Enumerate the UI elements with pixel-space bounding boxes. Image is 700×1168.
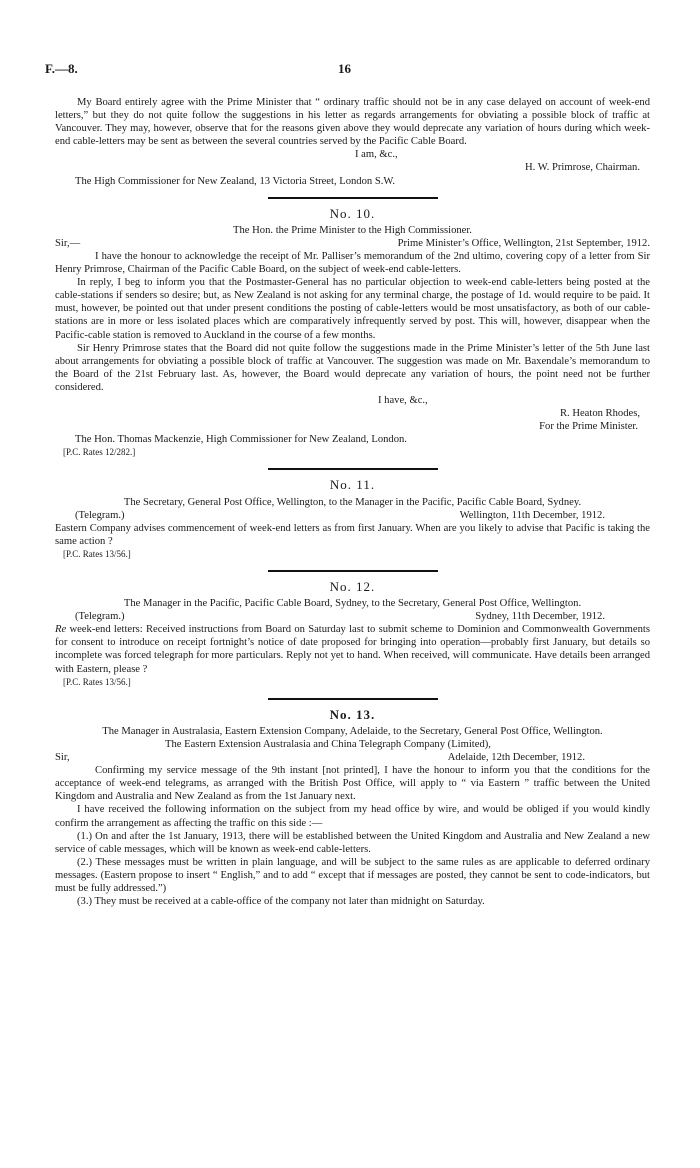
section-divider <box>268 570 438 572</box>
letter-10-paragraph-3: Sir Henry Primrose states that the Board did not quite follow the suggestions made in the Prime Minister’s letter of the 5th June last about arrangements for obviating a possible block of traffic at Vancouver. The suggestion was made on Mr. Baxendale’s memorandum to the Board of the 21st February last. As, however, the Board would deprecate any variation of hours, the point need not be further considered. <box>55 342 650 393</box>
letter-number-10: No. 10. <box>329 205 376 221</box>
letter-11-body: Eastern Company advises commencement of week-end letters as from first January. When are you likely to advise that Pacific is taking the same action ? <box>55 522 650 547</box>
letter-10-signature-role: For the Prime Minister. <box>539 421 638 433</box>
letter-12-type: (Telegram.) <box>75 611 125 623</box>
intro-address: The High Commissioner for New Zealand, 13 Victoria Street, London S.W. <box>75 175 396 187</box>
letter-number-11: No. 11. <box>329 477 376 493</box>
letter-10-place-date: Prime Minister’s Office, Wellington, 21st September, 1912. <box>397 237 650 249</box>
letter-11-place-date: Wellington, 11th December, 1912. <box>459 509 605 521</box>
letter-13-company: The Eastern Extension Australasia and China Telegraph Company (Limited), <box>165 738 491 750</box>
section-divider <box>268 698 438 700</box>
intro-paragraph: My Board entirely agree with the Prime Minister that “ ordinary traffic should not be in any case delayed on account of week-end letters,” but they do not quite follow the suggestions in his letter as regards arrangements for obviating a possible block of traffic at Vancouver. They may, however, observe that for the reasons given above they would deprecate any variation of hours during which week-end cable-letters may be sent as between the several countries served by the Pacific Cable Board. <box>55 97 650 148</box>
letter-10-signature: R. Heaton Rhodes, <box>559 408 640 420</box>
letter-10-salutation: Sir,— <box>55 237 81 249</box>
letter-13-place-date: Adelaide, 12th December, 1912. <box>447 752 585 764</box>
letter-10-paragraph-2: In reply, I beg to inform you that the Postmaster-General has no particular objection to week-end cable-letters being posted at the cable-stations if senders so desire; but, as New Zealand is not asking for any terminal charge, the postage of 1d. would require to be paid. It must, however, be pointed out that under present conditions the posting of cable-letters would be most unsatisfactory, as both of our cable-stations are in more or less isolated places which are comparatively infrequently served by post. This will, however, disappear when the Pacific-cable station is removed to Auckland in the course of a few months. <box>55 277 650 341</box>
letter-11-type: (Telegram.) <box>75 509 125 521</box>
page-number: 16 <box>338 61 351 76</box>
letter-13-heading: The Manager in Australasia, Eastern Extension Company, Adelaide, to the Secretary, General Post Office, Wellington. <box>102 725 603 737</box>
letter-11-type-row <box>55 509 650 522</box>
letter-12-body: week-end letters: Received instructions from Board on Saturday last to submit scheme to Dominion and Commonwealth Governments for consent to introduce on receipt fortnight’s notice of date proposed for bringing into operation—probably first January, but details so incomplete was forced telegraph for more particulars. Reply not yet to hand. When received, will communicate. Have details been arranged with Eastern, please ? <box>55 624 650 675</box>
letter-12-place-date: Sydney, 11th December, 1912. <box>475 611 605 623</box>
document-reference: F.—8. <box>45 61 78 76</box>
section-divider <box>268 197 438 199</box>
letter-12-body-lead: Re <box>55 624 67 636</box>
page-body <box>55 96 650 908</box>
letter-10-salutation-row <box>55 237 650 250</box>
letter-13-item-2: (2.) These messages must be written in plain language, and will be subject to the same rules as are applicable to deferred ordinary messages. (Eastern propose to insert “ English,” and to add “ except that if messages are posted, they cannot be sent to code-indicators, but must be fully addressed.”) <box>55 856 650 894</box>
intro-closing: I am, &c., <box>355 149 398 161</box>
letter-13-item-1: (1.) On and after the 1st January, 1913, there will be established between the United Kingdom and Australia and New Zealand a new service of cable messages, which will be known as week-end cable-letters. <box>55 830 650 855</box>
letter-10-address: The Hon. Thomas Mackenzie, High Commissioner for New Zealand, London. <box>75 434 407 446</box>
letter-10-file-ref: [P.C. Rates 12/282.] <box>63 447 136 458</box>
letter-13-item-3: (3.) They must be received at a cable-office of the company not later than midnight on Saturday. <box>77 896 485 908</box>
letter-12-body-wrap <box>55 623 650 675</box>
letter-12-heading: The Manager in the Pacific, Pacific Cable Board, Sydney, to the Secretary, General Post Office, Wellington. <box>123 598 582 610</box>
letter-11-file-ref: [P.C. Rates 13/56.] <box>63 548 131 559</box>
letter-13-salutation: Sir, <box>55 752 70 764</box>
letter-13-paragraph-1: Confirming my service message of the 9th instant [not printed], I have the honour to inform you that the conditions for the acceptance of week-end telegrams, as arranged with the British Post Office, will apply to “ via Eastern ” traffic between the United Kingdom and Australia and New Zealand as from the 1st January next. <box>55 765 650 803</box>
letter-13-paragraph-2: I have received the following information on the subject from my head office by wire, and would be obliged if you would kindly confirm the arrangement as affecting the traffic on this side :— <box>55 804 650 829</box>
letter-11-heading: The Secretary, General Post Office, Wellington, to the Manager in the Pacific, Pacific Cable Board, Sydney. <box>123 496 582 508</box>
letter-10-paragraph-1: I have the honour to acknowledge the receipt of Mr. Palliser’s memorandum of the 2nd ultimo, covering copy of a letter from Sir Henry Primrose, Chairman of the Pacific Cable Board, on the subject of week-end cable-letters. <box>55 250 650 276</box>
letter-10-heading: The Hon. the Prime Minister to the High Commissioner. <box>233 224 472 236</box>
section-divider <box>268 468 438 470</box>
letter-13-salutation-row <box>55 751 650 764</box>
letter-number-12: No. 12. <box>329 579 376 594</box>
letter-number-13: No. 13. <box>329 706 376 722</box>
letter-12-file-ref: [P.C. Rates 13/56.] <box>63 676 131 687</box>
letter-10-closing: I have, &c., <box>378 394 428 406</box>
intro-signature: H. W. Primrose, Chairman. <box>524 162 640 174</box>
letter-12-type-row <box>55 610 650 623</box>
